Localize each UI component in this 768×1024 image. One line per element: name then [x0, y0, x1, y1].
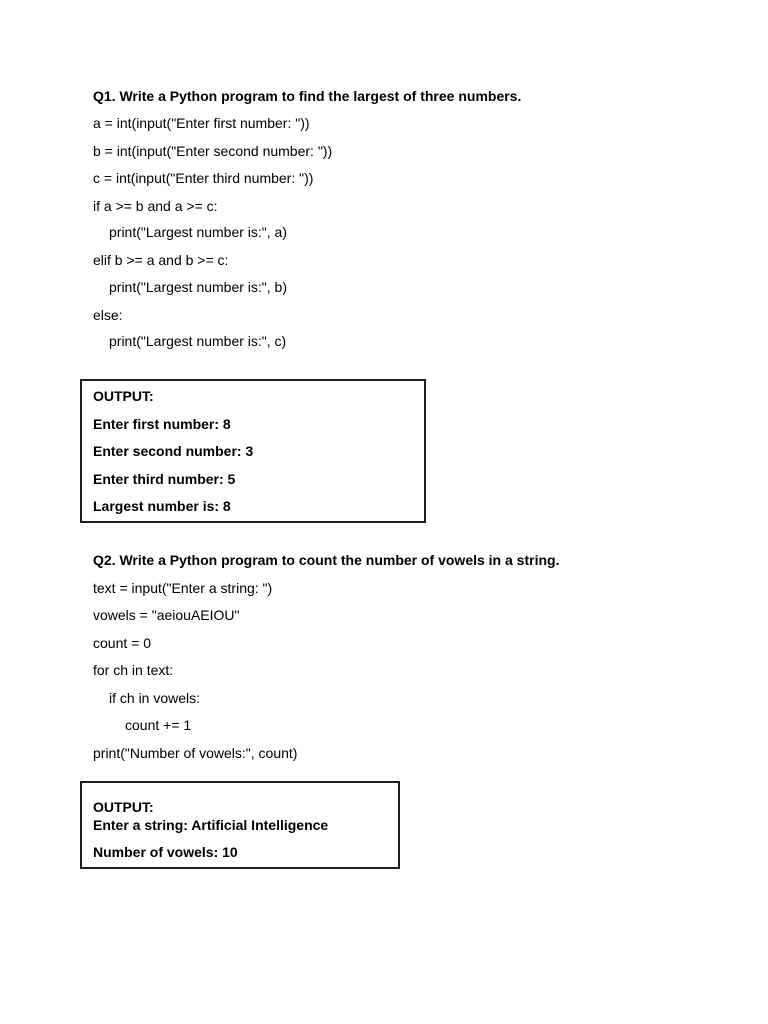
q1-output-line-1: Enter first number: 8: [93, 416, 231, 432]
q1-code-line-3: c = int(input("Enter third number: ")): [93, 170, 314, 186]
q1-code-line-9: print("Largest number is:", c): [109, 333, 287, 349]
q1-code-line-5: print("Largest number is:", a): [109, 224, 288, 240]
q1-output-line-4: Largest number is: 8: [93, 498, 231, 514]
q1-code-line-2: b = int(input("Enter second number: ")): [93, 143, 333, 159]
q1-output-heading: OUTPUT:: [93, 388, 154, 404]
q2-output-line-1: Enter a string: Artificial Intelligence: [93, 817, 329, 833]
q1-code-line-1: a = int(input("Enter first number: ")): [93, 115, 310, 131]
q2-output-heading: OUTPUT:: [93, 799, 154, 815]
q1-output-line-2: Enter second number: 3: [93, 443, 254, 459]
q2-code-line-3: count = 0: [93, 635, 151, 651]
q1-question: Q1. Write a Python program to find the largest of three numbers.: [93, 88, 522, 104]
q1-code-line-4: if a >= b and a >= c:: [93, 198, 218, 214]
q1-output-line-3: Enter third number: 5: [93, 471, 236, 487]
q1-code-line-7: print("Largest number is:", b): [109, 279, 288, 295]
q2-code-line-2: vowels = "aeiouAEIOU": [93, 607, 240, 623]
q2-code-line-7: print("Number of vowels:", count): [93, 745, 298, 761]
q2-code-line-1: text = input("Enter a string: "): [93, 580, 273, 596]
q2-code-line-4: for ch in text:: [93, 662, 174, 678]
q2-question: Q2. Write a Python program to count the number of vowels in a string.: [93, 552, 560, 568]
q1-code-line-6: elif b >= a and b >= c:: [93, 252, 229, 268]
q2-code-line-5: if ch in vowels:: [109, 690, 201, 706]
q2-code-line-6: count += 1: [125, 717, 192, 733]
q1-code-line-8: else:: [93, 307, 123, 323]
q2-output-line-2: Number of vowels: 10: [93, 844, 238, 860]
